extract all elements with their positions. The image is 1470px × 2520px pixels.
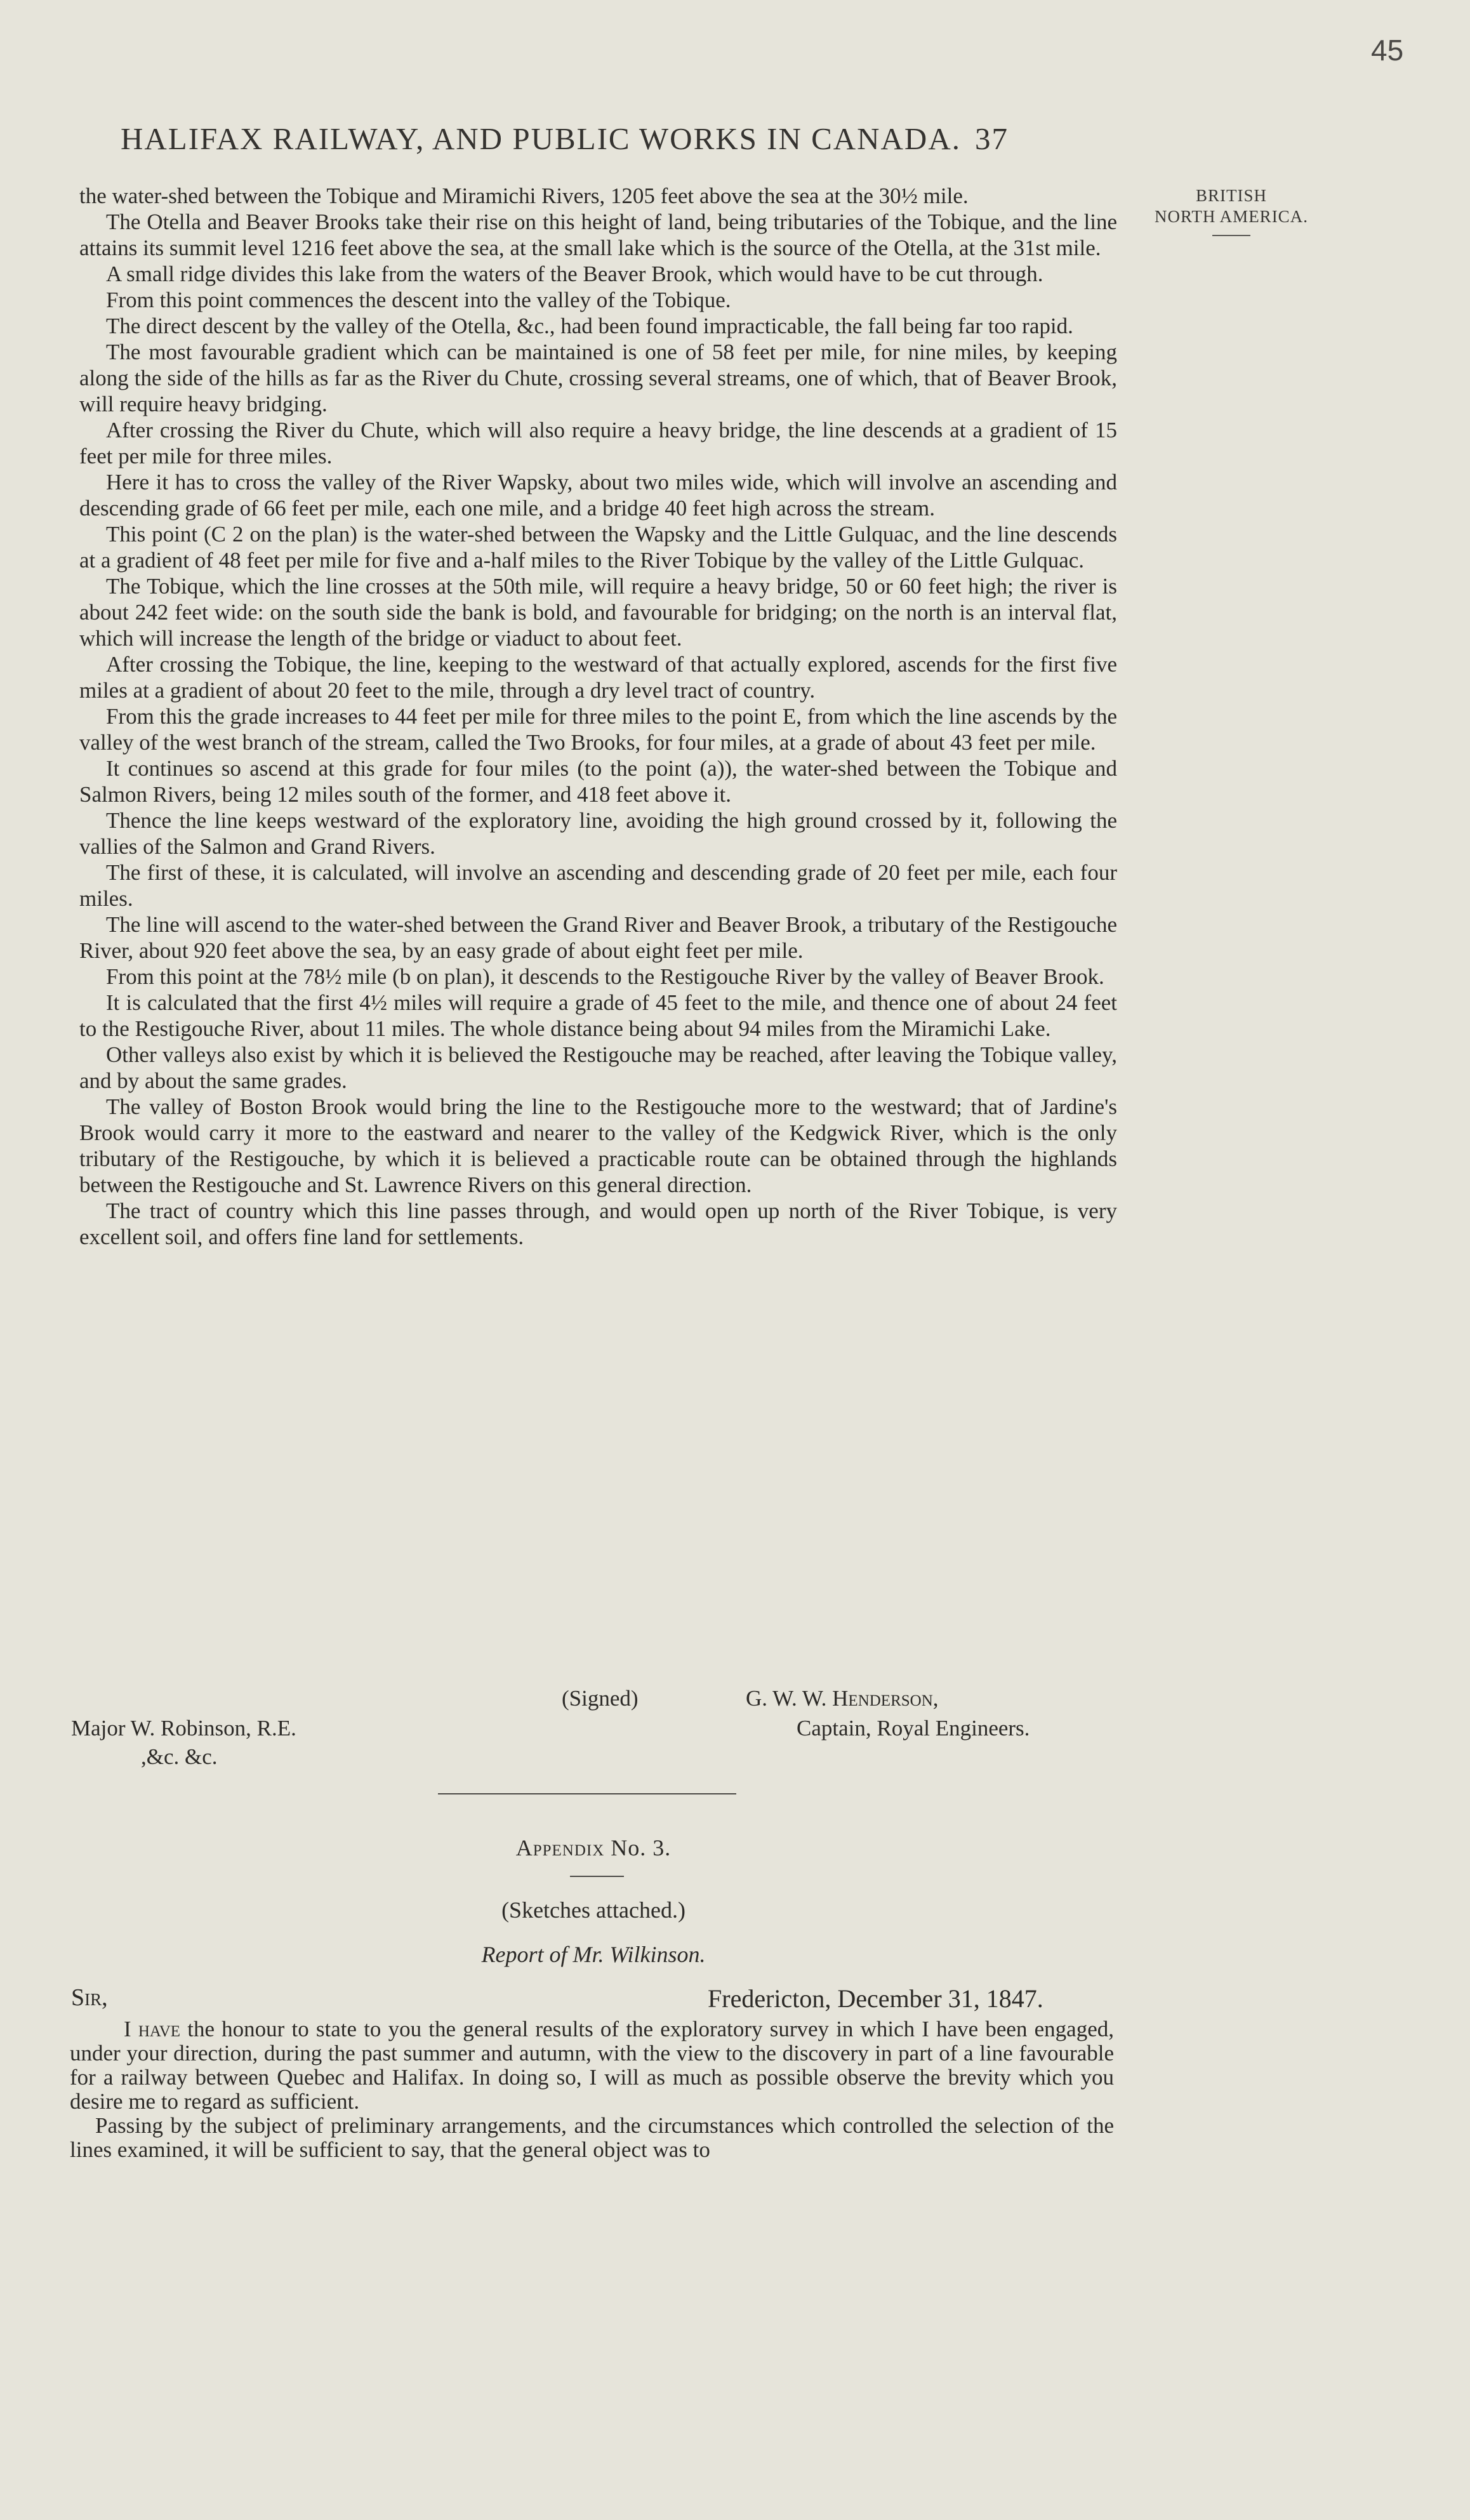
paragraph: The tract of country which this line passes through, and would open up north of the River Tobique, is very excellent soil, and offers fine land for settlements.	[79, 1198, 1117, 1249]
paragraph: The Otella and Beaver Brooks take their rise on this height of land, being tributaries of the Tobique, and the line attains its summit level 1216 feet above the sea, at the small lake which is the source of the Otella, at the 31st mile.	[79, 209, 1117, 260]
paragraph: After crossing the River du Chute, which will also require a heavy bridge, the line descends at a gradient of 15 feet per mile for three miles.	[79, 418, 1117, 468]
sketches-note: (Sketches attached.)	[501, 1897, 685, 1923]
letter-salutation: Sir,	[71, 1984, 108, 2011]
paragraph: It continues so ascend at this grade for four miles (to the point (a)), the water-shed between the Tobique and Salmon Rivers, being 12 miles south of the former, and 418 feet above it.	[79, 756, 1117, 807]
paragraph: From this the grade increases to 44 feet per mile for three miles to the point E, from which the line ascends by the valley of the west branch of the stream, called the Two Brooks, for four miles, at a grade of about 43 feet per mile.	[79, 704, 1117, 755]
report-body	[79, 183, 1117, 1250]
paragraph: Here it has to cross the valley of the River Wapsky, about two miles wide, which will involve an ascending and descending grade of 66 feet per mile, each one mile, and a bridge 40 feet high across the stream.	[79, 470, 1117, 521]
running-head	[121, 121, 1123, 157]
appendix-rule	[570, 1876, 624, 1877]
signed-label: (Signed)	[562, 1686, 639, 1711]
paragraph: After crossing the Tobique, the line, keeping to the westward of that actually explored, ascends for the first five miles at a gradient of about 20 feet to the mile, through a dry level tract of country.	[79, 652, 1117, 703]
paragraph: This point (C 2 on the plan) is the water-shed between the Wapsky and the Little Gulquac, and the line descends at a gradient of 48 feet per mile for five and a-half miles to the River Tobique by the valley of the Little Gulquac.	[79, 522, 1117, 573]
addressee: Major W. Robinson, R.E.	[71, 1716, 296, 1741]
addressee-etc: ,&c. &c.	[141, 1744, 218, 1769]
page-number: 45	[1371, 34, 1404, 67]
appendix-heading	[0, 1834, 1187, 1861]
paragraph: It is calculated that the first 4½ miles will require a grade of 45 feet to the mile, and thence one of about 24 feet to the Restigouche River, about 11 miles. The whole distance being about 94 miles from the Miramichi Lake.	[79, 990, 1117, 1041]
section-divider	[438, 1793, 736, 1794]
running-head-number: 37	[974, 121, 1009, 156]
paragraph: Thence the line keeps westward of the exploratory line, avoiding the high ground crossed by it, following the vallies of the Salmon and Grand Rivers.	[79, 808, 1117, 859]
paragraph: A small ridge divides this lake from the waters of the Beaver Brook, which would have to be cut through.	[106, 262, 1043, 286]
paragraph: Other valleys also exist by which it is believed the Restigouche may be reached, after leaving the Tobique valley, and by about the same grades.	[79, 1042, 1117, 1093]
report-title: Report of Mr. Wilkinson.	[481, 1942, 706, 1967]
letter-paragraph: Passing by the subject of preliminary arrangements, and the circumstances which controlled the selection of the lines examined, it will be sufficient to say, that the general object was to	[70, 2113, 1114, 2162]
paragraph: From this point commences the descent into the valley of the Tobique.	[106, 288, 731, 312]
paragraph: The valley of Boston Brook would bring the line to the Restigouche more to the westward; that of Jardine's Brook would carry it more to the eastward and nearer to the valley of the Kedgwick River, which is the only tributary of the Restigouche, by which it is believed a practicable route can be obtained through the highlands between the Restigouche and St. Lawrence Rivers on this general direction.	[79, 1094, 1117, 1197]
paragraph: The line will ascend to the water-shed between the Grand River and Beaver Brook, a tributary of the Restigouche River, about 920 feet above the sea, by an easy grade of about eight feet per mile.	[79, 912, 1117, 963]
paragraph: The Tobique, which the line crosses at the 50th mile, will require a heavy bridge, 50 or 60 feet high; the river is about 242 feet wide: on the south side the bank is bold, and favourable for bridging; on the north is an interval flat, which will increase the length of the bridge or viaduct to about feet.	[79, 574, 1117, 651]
paragraph: The most favourable gradient which can be maintained is one of 58 feet per mile, for nine miles, by keeping along the side of the hills as far as the River du Chute, crossing several streams, one of which, that of Beaver Brook, will require heavy bridging.	[79, 340, 1117, 416]
margin-note-rule	[1212, 235, 1250, 236]
margin-note-line-2: NORTH AMERICA.	[1155, 207, 1308, 226]
paragraph: The first of these, it is calculated, will involve an ascending and descending grade of 20 feet per mile, each four miles.	[79, 860, 1117, 911]
letter-paragraph	[70, 2017, 1114, 2114]
signatory-initials: G. W. W.	[746, 1686, 827, 1711]
paragraph: From this point at the 78½ mile (b on plan), it descends to the Restigouche River by the valley of Beaver Brook.	[106, 964, 1104, 989]
signatory-name	[746, 1685, 939, 1711]
margin-note-line-1: BRITISH	[1195, 186, 1267, 205]
running-head-title: HALIFAX RAILWAY, AND PUBLIC WORKS IN CANADA.	[121, 121, 961, 156]
signatory-rank: Captain, Royal Engineers.	[797, 1716, 1030, 1741]
signatory-surname: Henderson,	[832, 1686, 939, 1711]
paragraph: the water-shed between the Tobique and Miramichi Rivers, 1205 feet above the sea at the 30½ mile.	[79, 183, 969, 208]
letter-body	[70, 2017, 1114, 2162]
appendix-number: No. 3.	[611, 1835, 672, 1860]
margin-note	[1130, 185, 1333, 236]
paragraph: The direct descent by the valley of the Otella, &c., had been found impracticable, the fall being far too rapid.	[106, 314, 1073, 338]
letter-lead-words: I have	[124, 2017, 181, 2041]
letter-paragraph-text: the honour to state to you the general results of the exploratory survey in which I have been engaged, under your direction, during the past summer and autumn, with the view to the discovery in part of a line favourable for a railway between Quebec and Halifax. In doing so, I will as much as possible observe the brevity which you desire me to regard as sufficient.	[70, 2017, 1114, 2114]
appendix-word: Appendix	[515, 1835, 605, 1860]
letter-date: Fredericton, December 31, 1847.	[708, 1984, 1043, 2013]
